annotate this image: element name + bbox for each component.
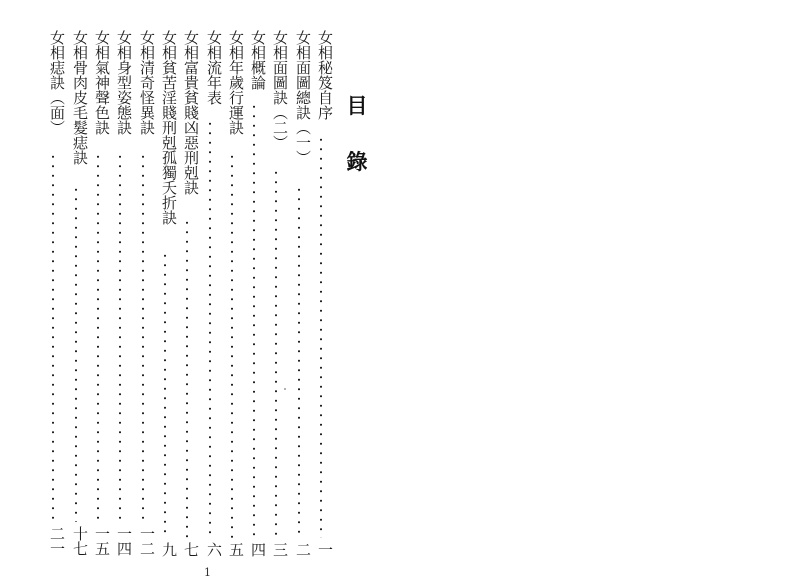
toc-leader-dots [209,119,211,539]
toc-entry-title: 女相清奇怪異訣 [138,30,156,135]
toc-leader-dots [275,168,277,538]
toc-entry-page: 九 [160,542,178,557]
toc-entry[interactable] [110,30,132,558]
toc-heading [343,78,371,190]
toc-entry-title: 女相痣訣（面） [48,30,66,135]
toc-leader-dots [97,152,99,523]
toc-entry-title: 女相概論 [249,30,267,90]
toc-heading-char-1: 目 [346,93,368,118]
scan-speck [284,388,286,390]
toc-entry[interactable] [200,30,222,558]
toc-leader-dots [231,152,233,539]
toc-entry-title: 女相身型姿態訣 [115,30,133,135]
toc-entry-title: 女相貧苦淫賤刑剋孤獨夭折訣 [160,30,178,225]
toc-entry-page: 一四 [115,526,133,556]
toc-leader-dots [142,152,144,523]
toc-entry-page: 一二 [138,526,156,556]
toc-entry[interactable] [266,30,288,558]
toc-entry-page: 二一 [48,526,66,556]
toc-entry-page: 十七 [71,526,89,556]
toc-entry-title: 女相富貴貧賤凶惡刑剋訣 [182,30,200,195]
toc-entry[interactable] [88,30,110,558]
toc-leader-dots [253,102,255,538]
toc-leader-dots [298,185,300,539]
toc-entry-title: 女相面圖訣（二） [271,30,289,150]
toc-entry-page: 一 [316,542,334,557]
toc-entry-page: 七 [182,542,200,557]
toc-leader-dots [75,185,77,523]
toc-entry[interactable] [66,30,88,558]
toc-entry-title: 女相年歲行運訣 [227,30,245,135]
toc-entry[interactable] [155,30,177,558]
toc-entry-title: 女相骨肉皮毛髮痣訣 [71,30,89,165]
toc-entry-title: 女相流年表 [205,30,223,105]
toc-entry-page: 三 [271,542,289,557]
toc-entry[interactable] [244,30,266,558]
toc-entry[interactable] [222,30,244,558]
toc-entry-page: 六 [205,542,223,557]
toc-entry-page: 二 [294,542,312,557]
toc-entry-title: 女相氣神聲色訣 [93,30,111,135]
toc-entry-title: 女相秘笈自序 [316,30,334,120]
toc-leader-dots [164,251,166,539]
toc-entry[interactable] [289,30,311,558]
toc-entry[interactable] [177,30,199,558]
toc-entry-page: 四 [249,542,267,557]
toc-entry[interactable] [133,30,155,558]
page-number: 1 [204,566,211,579]
toc-entry-title: 女相面圖總訣（一） [294,30,312,165]
toc-leader-dots [52,152,54,523]
toc-leader-dots [320,135,322,538]
toc-entry-page: 一五 [93,526,111,556]
toc-leader-dots [186,218,188,539]
toc-entry-page: 五 [227,542,245,557]
toc-entry[interactable] [311,30,333,558]
toc-entry[interactable] [43,30,65,558]
toc-heading-char-2: 錄 [346,149,368,174]
toc-leader-dots [119,152,121,523]
